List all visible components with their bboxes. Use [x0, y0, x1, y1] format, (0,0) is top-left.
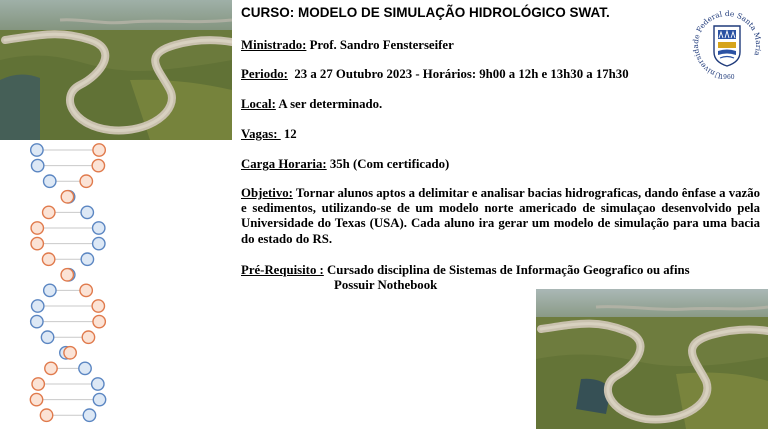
periodo-label: Periodo:	[241, 67, 288, 81]
ministrado-label: Ministrado:	[241, 38, 307, 52]
local-value: A ser determinado.	[275, 97, 383, 111]
vagas-line	[241, 127, 297, 142]
periodo-line	[241, 67, 629, 82]
course-title: CURSO: MODELO DE SIMULAÇÃO HIDROLÓGICO SWAT.	[241, 5, 610, 20]
periodo-value: 23 a 27 Outubro 2023 - Horários: 9h00 a 12h e 13h30 a 17h30	[287, 67, 629, 81]
ministrado-value: Prof. Sandro Fensterseifer	[306, 38, 454, 52]
prerequisito-value-2: Possuir Nothebook	[334, 278, 438, 292]
prerequisito-line	[241, 263, 690, 278]
dna-helix-illustration	[22, 142, 114, 432]
prerequisito-label: Pré-Requisito :	[241, 263, 324, 277]
carga-label: Carga Horaria:	[241, 157, 327, 171]
vagas-label: Vagas:	[241, 127, 281, 141]
university-seal-logo	[688, 4, 766, 84]
carga-line	[241, 157, 449, 172]
local-line	[241, 97, 382, 112]
seal-ring-text: Universidade Federal de Santa Maria	[690, 8, 764, 81]
river-photo-bottom	[536, 289, 768, 429]
vagas-value: 12	[280, 127, 297, 141]
objetivo-value: Tornar alunos aptos a delimitar e analisar bacias hidrograficas, dando ênfase a vazão e sedimentos, utilizando-se de um modelo norte americado de simulaçao desenvolvido pela Universidade do Texas (USA). Cada aluno ira gerar um modelo de simulação para uma bacia do estado do RS.	[241, 186, 760, 246]
prerequisito-line-2	[334, 278, 437, 293]
local-label: Local:	[241, 97, 276, 111]
river-photo-top	[0, 0, 232, 140]
carga-value: 35h (Com certificado)	[326, 157, 450, 171]
seal-year: 1960	[719, 74, 735, 81]
prerequisito-value-1: Cursado disciplina de Sistemas de Informação Geografico ou afins	[323, 263, 690, 277]
ministrado-line	[241, 38, 454, 53]
objetivo-paragraph	[241, 186, 760, 247]
objetivo-label: Objetivo:	[241, 186, 293, 200]
